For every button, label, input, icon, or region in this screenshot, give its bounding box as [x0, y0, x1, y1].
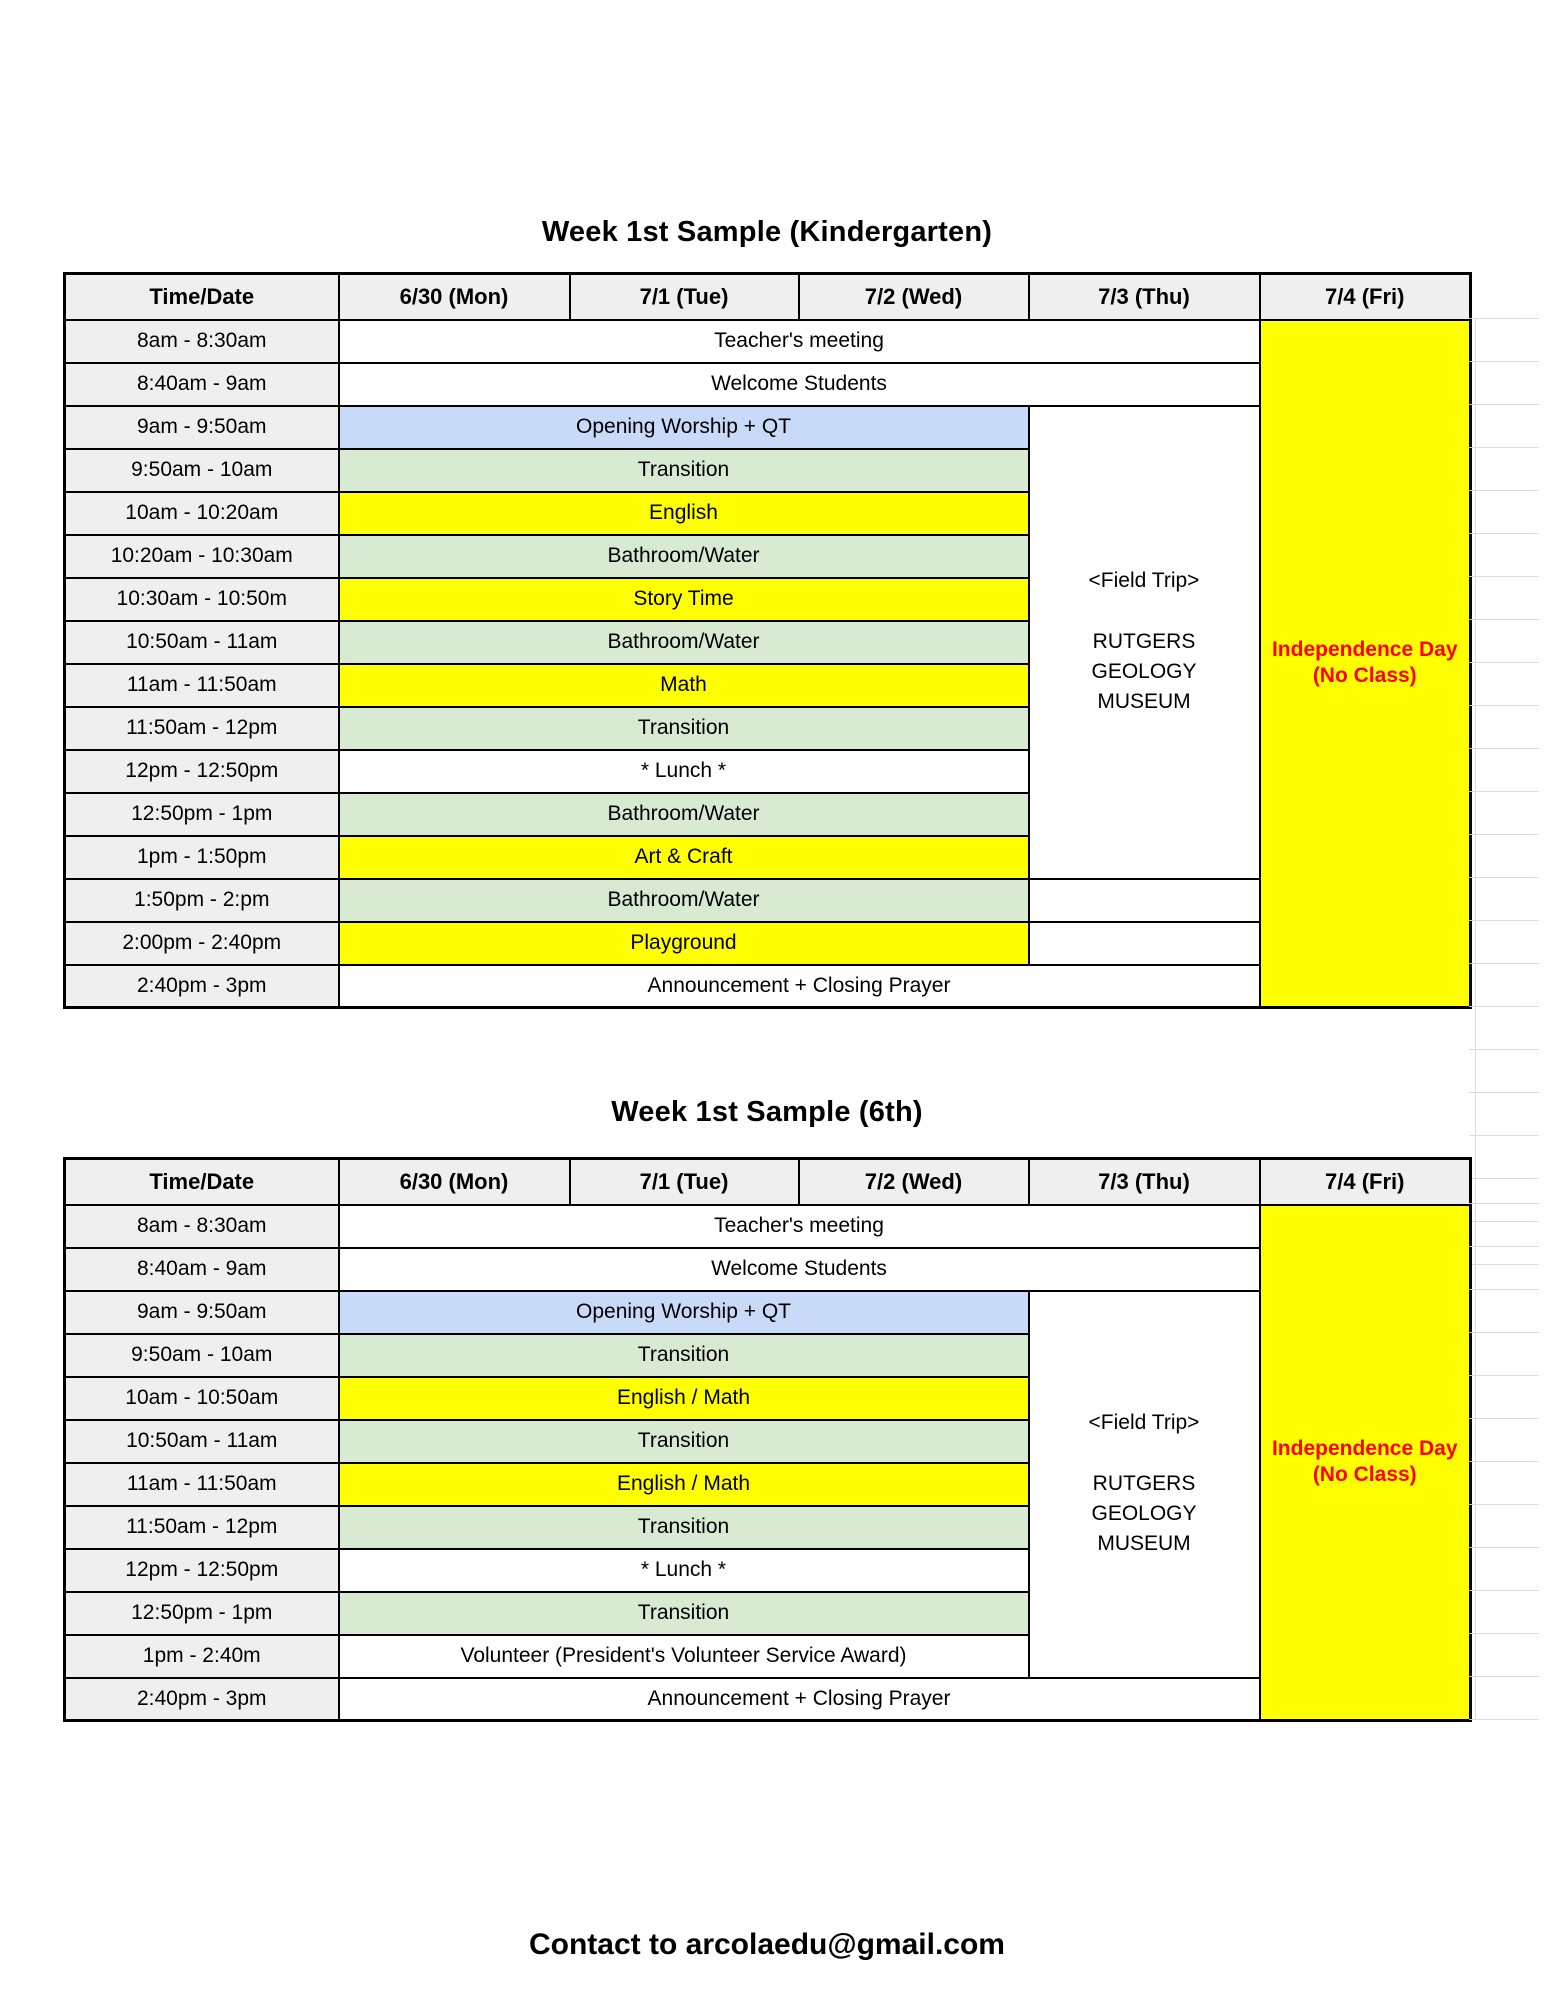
time-cell: 1pm - 1:50pm — [65, 836, 339, 879]
activity-cell: Math — [339, 664, 1029, 707]
day-header: 6/30 (Mon) — [339, 1159, 570, 1205]
time-cell: 9:50am - 10am — [65, 449, 339, 492]
activity-cell: Opening Worship + QT — [339, 1291, 1029, 1334]
day-header: 7/1 (Tue) — [570, 1159, 799, 1205]
background-gridlines — [1469, 1203, 1539, 1720]
activity-cell: Bathroom/Water — [339, 879, 1029, 922]
time-cell: 12:50pm - 1pm — [65, 1592, 339, 1635]
time-cell: 10am - 10:50am — [65, 1377, 339, 1420]
time-cell: 8am - 8:30am — [65, 1205, 339, 1248]
activity-cell: English / Math — [339, 1377, 1029, 1420]
holiday-cell: Independence Day (No Class) — [1260, 320, 1471, 1008]
activity-cell: Story Time — [339, 578, 1029, 621]
time-cell: 9am - 9:50am — [65, 406, 339, 449]
activity-cell: Announcement + Closing Prayer — [339, 1678, 1260, 1721]
activity-cell: Welcome Students — [339, 1248, 1260, 1291]
activity-cell: Transition — [339, 449, 1029, 492]
activity-cell: * Lunch * — [339, 750, 1029, 793]
activity-cell: Teacher's meeting — [339, 320, 1260, 363]
time-cell: 9:50am - 10am — [65, 1334, 339, 1377]
time-cell: 12pm - 12:50pm — [65, 750, 339, 793]
activity-cell: Transition — [339, 707, 1029, 750]
activity-cell: English / Math — [339, 1463, 1029, 1506]
table-body — [65, 320, 1471, 1008]
activity-cell: Bathroom/Water — [339, 535, 1029, 578]
day-header: 7/1 (Tue) — [570, 274, 799, 320]
day-header: 7/3 (Thu) — [1029, 1159, 1260, 1205]
activity-cell: Transition — [339, 1592, 1029, 1635]
sixth-grade-schedule-title: Week 1st Sample (6th) — [611, 1096, 923, 1128]
day-header: 7/3 (Thu) — [1029, 274, 1260, 320]
holiday-cell: Independence Day (No Class) — [1260, 1205, 1471, 1721]
thu-empty-cell — [1029, 879, 1260, 922]
time-cell: 12:50pm - 1pm — [65, 793, 339, 836]
time-cell: 1pm - 2:40m — [65, 1635, 339, 1678]
time-cell: 11am - 11:50am — [65, 1463, 339, 1506]
day-header: 7/2 (Wed) — [799, 1159, 1029, 1205]
activity-cell: Transition — [339, 1334, 1029, 1377]
time-cell: 2:40pm - 3pm — [65, 1678, 339, 1721]
day-header: 6/30 (Mon) — [339, 274, 570, 320]
time-cell: 1:50pm - 2:pm — [65, 879, 339, 922]
day-header: 7/2 (Wed) — [799, 274, 1029, 320]
time-cell: 10:30am - 10:50m — [65, 578, 339, 621]
time-cell: 8:40am - 9am — [65, 1248, 339, 1291]
time-cell: 10am - 10:20am — [65, 492, 339, 535]
sixth-grade-schedule-table — [63, 1157, 1472, 1722]
time-date-header: Time/Date — [65, 274, 339, 320]
activity-cell: Transition — [339, 1506, 1029, 1549]
field-trip-cell: <Field Trip> RUTGERS GEOLOGY MUSEUM — [1029, 1291, 1260, 1678]
table-header-row — [65, 274, 1471, 320]
activity-cell: Teacher's meeting — [339, 1205, 1260, 1248]
activity-cell: Bathroom/Water — [339, 793, 1029, 836]
day-header: 7/4 (Fri) — [1260, 1159, 1471, 1205]
activity-cell: Playground — [339, 922, 1029, 965]
time-cell: 9am - 9:50am — [65, 1291, 339, 1334]
schedule-row — [65, 1205, 1471, 1248]
time-cell: 10:50am - 11am — [65, 621, 339, 664]
day-header: 7/4 (Fri) — [1260, 274, 1471, 320]
time-cell: 2:00pm - 2:40pm — [65, 922, 339, 965]
table-header-row — [65, 1159, 1471, 1205]
time-cell: 2:40pm - 3pm — [65, 965, 339, 1008]
time-cell: 10:50am - 11am — [65, 1420, 339, 1463]
time-cell: 11:50am - 12pm — [65, 1506, 339, 1549]
activity-cell: Transition — [339, 1420, 1029, 1463]
activity-cell: Announcement + Closing Prayer — [339, 965, 1260, 1008]
activity-cell: English — [339, 492, 1029, 535]
activity-cell: Opening Worship + QT — [339, 406, 1029, 449]
time-cell: 11am - 11:50am — [65, 664, 339, 707]
background-gridlines — [1469, 318, 1539, 1280]
time-cell: 8:40am - 9am — [65, 363, 339, 406]
activity-cell: Welcome Students — [339, 363, 1260, 406]
time-cell: 11:50am - 12pm — [65, 707, 339, 750]
thu-empty-cell — [1029, 922, 1260, 965]
schedule-row — [65, 320, 1471, 363]
time-cell: 12pm - 12:50pm — [65, 1549, 339, 1592]
contact-email-line: Contact to arcolaedu@gmail.com — [528, 1928, 1005, 1961]
kindergarten-schedule-table — [63, 272, 1472, 1009]
field-trip-cell: <Field Trip> RUTGERS GEOLOGY MUSEUM — [1029, 406, 1260, 879]
activity-cell: * Lunch * — [339, 1549, 1029, 1592]
table-body — [65, 1205, 1471, 1721]
time-cell: 8am - 8:30am — [65, 320, 339, 363]
activity-cell: Art & Craft — [339, 836, 1029, 879]
activity-cell: Bathroom/Water — [339, 621, 1029, 664]
time-date-header: Time/Date — [65, 1159, 339, 1205]
time-cell: 10:20am - 10:30am — [65, 535, 339, 578]
kindergarten-schedule-title: Week 1st Sample (Kindergarten) — [541, 216, 993, 248]
activity-cell: Volunteer (President's Volunteer Service Award) — [339, 1635, 1029, 1678]
